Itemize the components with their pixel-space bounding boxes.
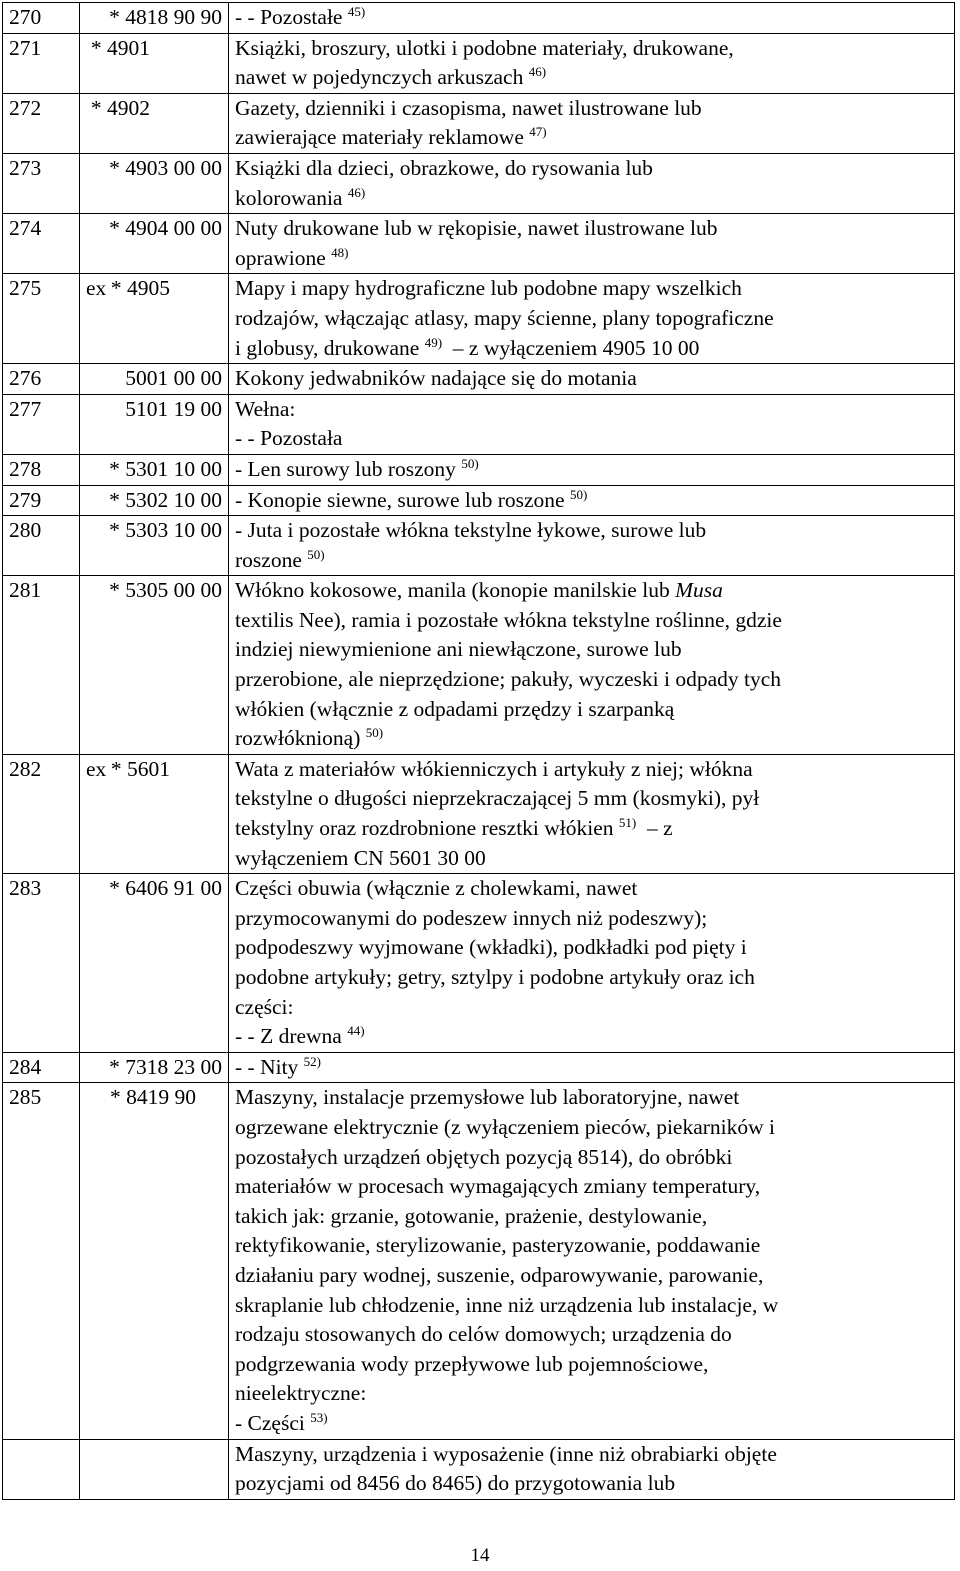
exclusion-note: – z — [647, 816, 673, 841]
italic-term: Musa — [675, 578, 723, 603]
table-row — [3, 153, 955, 213]
cn-code: * 5303 10 00 — [109, 518, 222, 543]
row-number: 283 — [3, 874, 80, 1053]
description-line: takich jak: grzanie, gotowanie, prażenie, destylowanie, — [235, 1203, 708, 1228]
description-line: Części obuwia (włącznie z cholewkami, nawet — [235, 876, 638, 901]
description-cell — [229, 1439, 955, 1499]
footnote-ref: 53) — [310, 1409, 328, 1425]
description-line: przerobione, ale nieprzędzione; pakuły, wyczeski i odpady tych — [235, 667, 782, 692]
footnote-ref: 48) — [331, 244, 349, 260]
description-cell — [229, 153, 955, 213]
cn-code: * 8419 90 — [110, 1085, 196, 1110]
cn-code-cell — [80, 93, 229, 153]
cn-code: * 4818 90 90 — [109, 5, 222, 29]
table-row — [3, 364, 955, 395]
cn-code-cell — [80, 1052, 229, 1083]
row-number — [3, 1439, 80, 1499]
table-row — [3, 485, 955, 516]
footnote-ref: 50) — [569, 486, 588, 502]
description-line: nawet w pojedynczych arkuszach — [235, 65, 524, 90]
cn-code: * 4905 — [110, 276, 170, 301]
cn-code-cell — [80, 874, 229, 1053]
description-cell — [229, 274, 955, 364]
footnote-ref: 46) — [528, 64, 547, 80]
page-number: 14 — [470, 1545, 490, 1566]
description-cell — [229, 485, 955, 516]
cn-code: * 4902 — [90, 95, 150, 120]
ex-marker: ex — [86, 756, 107, 781]
table-row — [3, 1083, 955, 1439]
description-cell — [229, 516, 955, 576]
description-line: Maszyny, instalacje przemysłowe lub laboratoryjne, nawet — [235, 1085, 740, 1110]
tariff-table — [2, 2, 955, 1500]
footnote-ref: 49) — [424, 334, 443, 350]
footnote-ref: 44) — [347, 1023, 365, 1039]
description-line: Książki dla dzieci, obrazkowe, do rysowania lub — [235, 155, 653, 180]
description-line: kolorowania — [235, 185, 343, 210]
description-line: podobne artykuły; getry, sztylpy i podobne artykuły oraz ich — [235, 965, 755, 989]
description-line: Wełna: — [235, 396, 296, 421]
description-line: - - Nity — [235, 1054, 299, 1079]
cn-code: * 5301 10 00 — [109, 456, 222, 481]
cn-code: * 5302 10 00 — [109, 487, 222, 512]
description-line: - Len surowy lub roszony — [235, 456, 456, 481]
description-line: rodzaju stosowanych do celów domowych; urządzenia do — [235, 1322, 732, 1347]
description-line: Włókno kokosowe, manila (konopie manilskie lub — [235, 578, 670, 603]
description-line: Wata z materiałów włókienniczych i artykuły z niej; włókna — [235, 756, 753, 781]
footnote-ref: 47) — [529, 124, 547, 140]
description-line: Książki, broszury, ulotki i podobne materiały, drukowane, — [235, 35, 734, 60]
description-line: - Juta i pozostałe włókna tekstylne łykowe, surowe lub — [235, 518, 707, 543]
description-cell — [229, 576, 955, 755]
description-line: Gazety, dzienniki i czasopisma, nawet ilustrowane lub — [235, 95, 702, 120]
row-number: 275 — [3, 274, 80, 364]
description-line: Kokony jedwabników nadające się do motania — [235, 366, 637, 391]
description-line: textilis Nee), ramia i pozostałe włókna tekstylne roślinne, gdzie — [235, 607, 782, 632]
table-row — [3, 454, 955, 485]
description-line: rektyfikowanie, sterylizowanie, pasteryzowanie, poddawanie — [235, 1233, 761, 1258]
description-cell — [229, 1083, 955, 1439]
description-line: materiałów w procesach wymagających zmiany temperatury, — [235, 1174, 761, 1199]
cn-code-cell — [80, 364, 229, 395]
description-cell — [229, 33, 955, 93]
description-line: części: — [235, 994, 294, 1019]
table-row — [3, 516, 955, 576]
table-row — [3, 93, 955, 153]
description-cell — [229, 394, 955, 454]
cn-code: * 4903 00 00 — [109, 155, 222, 180]
description-line: nieelektryczne: — [235, 1381, 367, 1406]
cn-code: * 7318 23 00 — [109, 1054, 222, 1079]
row-number: 277 — [3, 394, 80, 454]
cn-code-cell — [80, 274, 229, 364]
description-cell — [229, 754, 955, 873]
cn-code-cell — [80, 1083, 229, 1439]
cn-code: 5001 00 00 — [125, 366, 222, 391]
row-number: 272 — [3, 93, 80, 153]
description-cell — [229, 874, 955, 1053]
footnote-ref: 50) — [365, 725, 384, 741]
table-row — [3, 394, 955, 454]
description-line: - - Pozostałe — [235, 5, 343, 29]
description-line: i globusy, drukowane — [235, 335, 420, 360]
ex-marker: ex — [86, 276, 107, 301]
cn-code: * 6406 91 00 — [109, 876, 222, 901]
description-line: roszone — [235, 547, 302, 572]
description-cell — [229, 364, 955, 395]
description-line: indziej niewymienione ani niewłączone, surowe lub — [235, 637, 682, 662]
row-number: 274 — [3, 214, 80, 274]
table-row — [3, 1052, 955, 1083]
cn-code-cell — [80, 1439, 229, 1499]
description-line: - - Z drewna — [235, 1024, 342, 1049]
table-row — [3, 874, 955, 1053]
table-row — [3, 3, 955, 34]
description-line: Mapy i mapy hydrograficzne lub podobne mapy wszelkich — [235, 276, 742, 301]
table-row — [3, 274, 955, 364]
cn-code-cell — [80, 754, 229, 873]
exclusion-note: – z wyłączeniem 4905 10 00 — [452, 335, 700, 360]
cn-code-cell — [80, 576, 229, 755]
table-row — [3, 33, 955, 93]
cn-code-cell — [80, 214, 229, 274]
cn-code: * 4904 00 00 — [109, 216, 222, 241]
description-cell — [229, 93, 955, 153]
row-number: 284 — [3, 1052, 80, 1083]
description-line: Maszyny, urządzenia i wyposażenie (inne niż obrabiarki objęte — [235, 1441, 777, 1466]
description-cell — [229, 1052, 955, 1083]
footnote-ref: 50) — [307, 546, 325, 562]
description-cell — [229, 454, 955, 485]
row-number: 285 — [3, 1083, 80, 1439]
description-line: podpodeszwy wyjmowane (wkładki), podkładki pod pięty i — [235, 935, 747, 960]
row-number: 270 — [3, 3, 80, 34]
row-number: 271 — [3, 33, 80, 93]
cn-code: * 5305 00 00 — [109, 578, 222, 603]
cn-code-cell — [80, 153, 229, 213]
description-line: Nuty drukowane lub w rękopisie, nawet ilustrowane lub — [235, 216, 718, 241]
description-line: skraplanie lub chłodzenie, inne niż urządzenia lub instalacje, w — [235, 1292, 779, 1317]
description-line: oprawione — [235, 245, 326, 270]
description-line: tekstylny oraz rozdrobnione resztki włókien — [235, 816, 614, 841]
cn-code-cell — [80, 485, 229, 516]
table-row — [3, 1439, 955, 1499]
footnote-ref: 46) — [347, 184, 366, 200]
footnote-ref: 45) — [347, 4, 366, 19]
description-line: ogrzewane elektrycznie (z wyłączeniem pieców, piekarników i — [235, 1114, 776, 1139]
description-line: - Części — [235, 1410, 305, 1435]
table-row — [3, 576, 955, 755]
row-number: 279 — [3, 485, 80, 516]
description-line: przymocowanymi do podeszew innych niż podeszwy); — [235, 905, 708, 930]
description-line: tekstylne o długości nieprzekraczającej 5 mm (kosmyki), pył — [235, 786, 760, 811]
description-line: - Konopie siewne, surowe lub roszone — [235, 487, 565, 512]
description-line: rodzajów, włączając atlasy, mapy ścienne, plany topograficzne — [235, 305, 774, 330]
row-number: 282 — [3, 754, 80, 873]
cn-code-cell — [80, 3, 229, 34]
cn-code: * 4901 — [90, 35, 150, 60]
cn-code-cell — [80, 33, 229, 93]
cn-code-cell — [80, 394, 229, 454]
row-number: 276 — [3, 364, 80, 395]
footnote-ref: 50) — [461, 455, 479, 471]
description-line: rozwłóknioną) — [235, 726, 361, 751]
row-number: 278 — [3, 454, 80, 485]
table-row — [3, 754, 955, 873]
description-line: - - Pozostała — [235, 426, 343, 451]
cn-code: 5101 19 00 — [125, 396, 222, 421]
footnote-ref: 51) — [618, 815, 637, 831]
cn-code: * 5601 — [110, 756, 170, 781]
footnote-ref: 52) — [303, 1053, 322, 1069]
description-cell — [229, 3, 955, 34]
cn-code-cell — [80, 516, 229, 576]
description-line: działaniu pary wodnej, suszenie, odparowywanie, parowanie, — [235, 1262, 764, 1287]
row-number: 273 — [3, 153, 80, 213]
description-line: pozostałych urządzeń objętych pozycją 8514), do obróbki — [235, 1144, 733, 1169]
cn-code-cell — [80, 454, 229, 485]
description-line: włókien (włącznie z odpadami przędzy i szarpanką — [235, 696, 675, 721]
description-line: podgrzewania wody przepływowe lub pojemnościowe, — [235, 1351, 709, 1376]
row-number: 280 — [3, 516, 80, 576]
description-line: wyłączeniem CN 5601 30 00 — [235, 845, 486, 870]
description-line: zawierające materiały reklamowe — [235, 125, 524, 150]
row-number: 281 — [3, 576, 80, 755]
description-cell — [229, 214, 955, 274]
table-row — [3, 214, 955, 274]
description-line: pozycjami od 8456 do 8465) do przygotowania lub — [235, 1471, 676, 1496]
